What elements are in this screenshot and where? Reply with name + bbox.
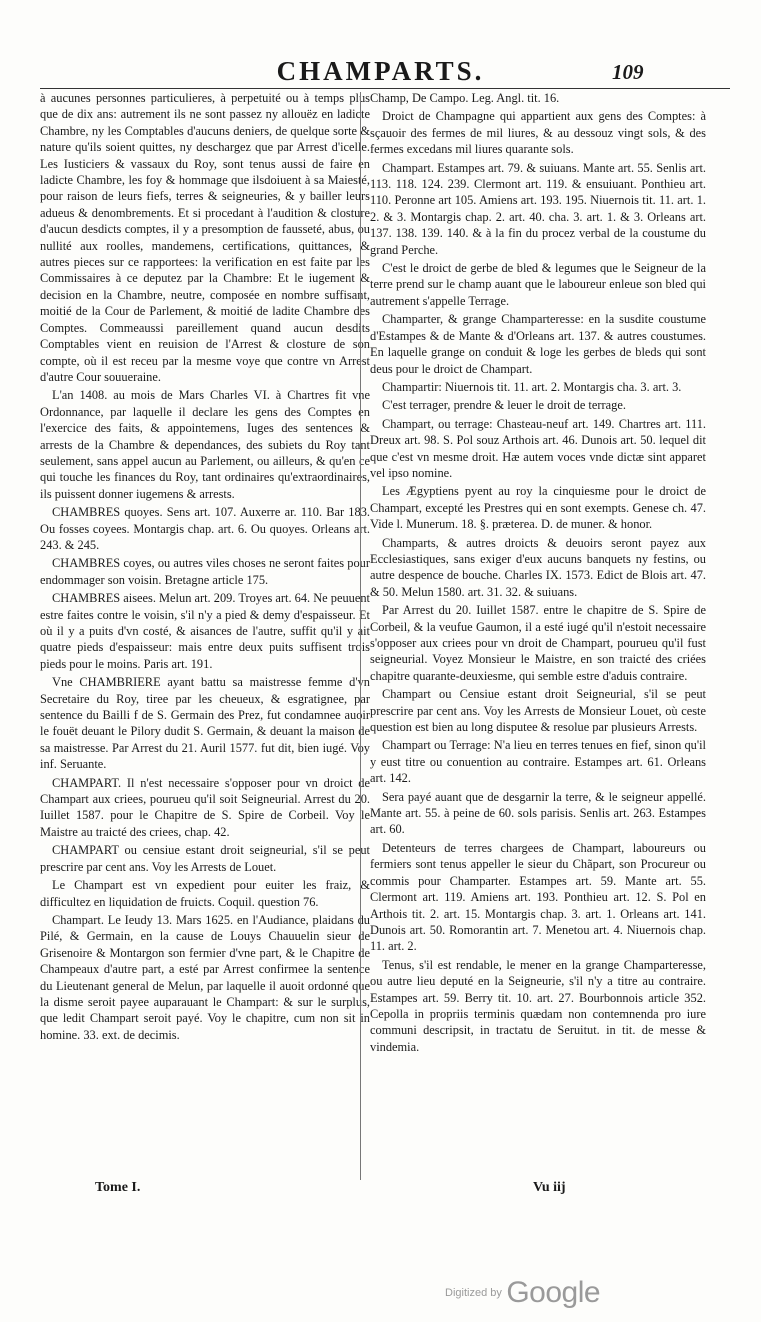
paragraph: à aucunes personnes particulieres, à perpetuité ou à temps plus que de dix ans: autrement ils ne sont passez ny allouëz en ladicte Chambre, ny les Comptables d'aucuns deniers, de quelque sorte & nature qu'ils soient quittes, ny deschargez que par Arrest d'icelle. Les Iusticiers & vassaux du Roy, sont tenus aussi de faire en ladicte Chambre, les foy & hommage que ilsdoiuent à sa Maiesté, pour raison de leurs fiefs, terres & seigneuries, & y bailler leurs adueus & denombrements. Et si procedant à l'audition & closture d'aucun desdicts comptes, il y a presomption de fausseté, abus, ou nullité aux roolles, mandemens, certifications, quittances, & autres pieces sur ce rapportees: la verification en est faite par les Commissaires à ce deputez par la Chambre: Et le iugement & decision en la Chambre, neutre, composée en nombre suffisant, moitié de la Cour de Parlement, & moitié de ladite Chambre des Comptes. Commeaussi pareillement quand aucun desdits Comptables vient en reuision de l'Arrest & closture de son compte, où il est receu par la mesme voye que contre vn Arrest d'autre Cour souueraine. — [40, 91, 370, 384]
left-column — [40, 90, 370, 1180]
page-number: 109 — [612, 60, 644, 84]
paragraph: C'est terrager, prendre & leuer le droit de terrage. — [382, 398, 626, 413]
paragraph: Detenteurs de terres chargees de Champart, laboureurs ou fermiers sont tenus appeller le sieur du Chãpart, son Procureur ou commis pour Champarter. Estampes art. 59. Mante art. 55. Clermont art. 119. Amiens art. 193. Ponthieu art. 12. S. Pol en Arthois tit. 2. art. 15. Montargis chap. 3. art. 1. Orleans art. 141. Dunois art. 50. Romorantin art. 7. Menetou art. 4. Niuernois chap. 11. art. 2. — [370, 840, 706, 954]
paragraph: CHAMPART. Il n'est necessaire s'opposer pour vn droict de Champart aux criees, pourueu qu'il soit Seigneurial. Arrest du 20. Iuillet 1587. pour le Chapitre de S. Spire de Corbeil. Voy le Maistre au traicté des criees, chap. 42. — [40, 775, 370, 839]
right-column — [370, 90, 706, 1180]
column-divider — [360, 92, 361, 1180]
watermark-prefix: Digitized by — [445, 1287, 502, 1299]
signature-mark: Vu iij — [533, 1180, 566, 1195]
paragraph: Champartir: Niuernois tit. 11. art. 2. Montargis cha. 3. art. 3. — [382, 379, 682, 394]
paragraph: Champart ou Censiue estant droit Seigneurial, s'il se peut prescrire par cent ans. Voy les Arrests de Monsieur Louet, où ceste question est bien au long disputee & resolue par plusieurs Arrests. — [370, 687, 706, 735]
paragraph: Champart, ou terrage: Chasteau-neuf art. 149. Chartres art. 111. Dreux art. 98. S. Pol souz Arthois art. 46. Dunois art. 50. lequel dit que c'est vn mesme droit. Hæ autem voces vnde dictæ sint apparet vel ipso nomine. — [370, 416, 706, 480]
paragraph: Tenus, s'il est rendable, le mener en la grange Champarteresse, ou autre lieu deputé en la Seigneurie, s'il n'y a titre au contraire. Estampes art. 59. Berry tit. 10. art. 27. Bourbonnois article 352. Cepolla in propriis terminis quædam non contemnenda pro iure communi descripsit, in tractatu de Seruitut. in tit. de messe & vindemia. — [370, 957, 706, 1054]
paragraph: CHAMBRES aisees. Melun art. 209. Troyes art. 64. Ne peuuent estre faites contre le voisin, s'il n'y a pied & demy d'espaisseur. Et où il y a puits d'vn costé, & aisances de l'autre, suffit qu'il y ait quatre pieds d'espaisseur: mais entre deux puits suffisent trois pieds pour le moins. Paris art. 191. — [40, 591, 370, 671]
paragraph: Par Arrest du 20. Iuillet 1587. entre le chapitre de S. Spire de Corbeil, & la veufue Gaumon, il a esté iugé qu'il n'estoit necessaire s'opposer aux criees pour vn droit de Champart, pourueu qu'il fust seigneurial. Voyez Monsieur le Maistre, en son traicté des criées chapitre quarante-deuxiesme, qui semble estre d'aduis contraire. — [370, 603, 706, 683]
paragraph: Le Champart est vn expedient pour euiter les fraiz, & difficultez en liquidation de fruicts. Coquil. question 76. — [40, 878, 370, 909]
running-head: CHAMPARTS. — [276, 56, 485, 86]
paragraph: C'est le droict de gerbe de bled & legumes que le Seigneur de la terre prend sur le champ auant que le laboureur enleue son bled qui autrement s'appelle Terrage. — [370, 261, 706, 308]
paragraph: Sera payé auant que de desgarnir la terre, & le seigneur appellé. Mante art. 55. à peine de 60. sols parisis. Senlis art. 263. Estampes art. 60. — [370, 789, 706, 837]
paragraph: L'an 1408. au mois de Mars Charles VI. à Chartres fit vne Ordonnance, par laquelle il declare les gens des Comptes en l'exercice des faits, & appointemens, Iuges des sentences & arrests de la Chambre & dependances, des subiets du Roy tant seulement, sans appel aucun au Parlement, ou ailleurs, & qu'en ce qui touche les finances du Roy, tant ordinaires qu'extraordinaires, ils puissent donner iugemens & arrests. — [40, 388, 370, 501]
paragraph: Champart. Estampes art. 79. & suiuans. Mante art. 55. Senlis art. 113. 118. 124. 239. Clermont art. 119. & ensuiuant. Ponthieu art. 110. Peronne art 105. Amiens art. 193. 195. Niuernois tit. 11. art. 1. 2. & 3. Montargis chap. 2. art. 40. cha. 3. art. 1. & 3. Orleans art. 137. 138. 139. 140. & à la fin du procez verbal de la coustume du grand Perche. — [370, 160, 706, 257]
paragraph: Champ, De Campo. Leg. Angl. tit. 16. — [370, 91, 560, 105]
header-rule — [40, 88, 730, 89]
paragraph: CHAMBRES quoyes. Sens art. 107. Auxerre ar. 110. Bar 183. Ou fosses coyees. Montargis chap. art. 6. Ou quoyes. Orleans art. 243. & 245. — [40, 505, 370, 552]
paragraph: Les Ægyptiens pyent au roy la cinquiesme pour le droict de Champart, excepté les Prestres qui en sont exempts. Genese ch. 47. Vide l. Munerum. 18. §. præterea. D. de muner. & honor. — [370, 484, 706, 532]
paragraph: Champart ou Terrage: N'a lieu en terres tenues en fief, sinon qu'il y eust titre ou conuention au contraire. Estampes art. 61. Orleans art. 142. — [370, 738, 706, 786]
paragraph: CHAMPART ou censiue estant droit seigneurial, s'il se peut prescrire par cent ans. Voy les Arrests de Louet. — [40, 843, 370, 874]
paragraph: Droict de Champagne qui appartient aux gens des Comptes: à sçauoir des fermes de mil liures, & au dessouz vingt sols, & des fermes excedans mil liures quarante sols. — [370, 109, 706, 157]
digitization-watermark — [445, 1276, 600, 1310]
paragraph: Vne CHAMBRIERE ayant battu sa maistresse femme d'vn Secretaire du Roy, tiree par les cheueux, & esgratignee, par sentence du Bailli f de S. Germain des Prez, fut condamnee auoir le fouët deuant le Pilory dudit S. Germain, & deuant la maison de sa maistresse. Par Arrest du 21. Auril 1577. fut dit, bien iugé. Voy inf. Seruante. — [40, 675, 370, 772]
volume-label: Tome I. — [95, 1180, 141, 1195]
paragraph: CHAMBRES coyes, ou autres viles choses ne seront faites pour endommager son voisin. Bretagne article 175. — [40, 556, 370, 587]
paragraph: Champart. Le Ieudy 13. Mars 1625. en l'Audiance, plaidans du Pilé, & Germain, en la cause de Louys Chauuelin sieur de Grisenoire & Montargon son fermier d'vne part, & le Chapitre de Champeaux d'autre part, a esté par Arrest confirmee la sentence du Lieutenant general de Melun, par laquelle il auoit ordonné que la disme seroit payee auparauant le Champart: & sur le surplus, que ledit Champart seroit payé. Voy le chapitre, cum non sit in homine. 33. ext. de decimis. — [40, 912, 370, 1042]
paragraph: Champarter, & grange Champarteresse: en la susdite coustume d'Estampes & de Mante & d'Orleans art. 137. & autres coustumes. En laquelle grange on conduit & loge les gerbes de bleds qui sont deus pour le droict de Champart. — [370, 312, 706, 376]
paragraph: Champarts, & autres droicts & deuoirs seront payez aux Ecclesiastiques, sans exiger d'eux aucuns banquets ny festins, ou autre despence de bouche. Charles IX. 1573. Edict de Blois art. 47. & 50. Melun 1580. art. 31. 32. & suiuans. — [370, 535, 706, 599]
watermark-brand: Google — [506, 1276, 601, 1309]
